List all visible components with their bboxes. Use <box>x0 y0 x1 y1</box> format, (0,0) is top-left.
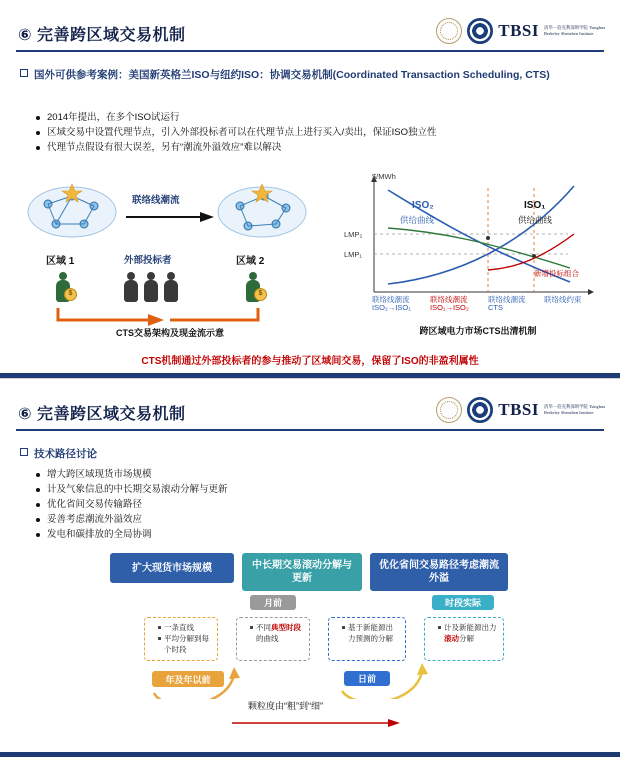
list-item: 2014年提出，在多个ISO试运行 <box>34 110 594 125</box>
university-seal-icon <box>436 18 462 44</box>
region1-label: 区域 1 <box>46 256 75 267</box>
right-figure-caption: 跨区域电力市场CTS出清机制 <box>419 326 537 336</box>
slide-footer-bar-2 <box>0 752 620 757</box>
region1-network-icon <box>26 182 118 240</box>
square-bullet-icon <box>20 448 28 456</box>
timeline-item: 平均分解到每个时段 <box>158 633 212 655</box>
band-midterm-decomposition: 中长期交易滚动分解与更新 <box>242 553 362 591</box>
region2-label: 区域 2 <box>236 256 265 267</box>
coin-icon: $ <box>64 288 77 301</box>
band-interprovincial-path: 优化省间交易路径考虑潮流外溢 <box>370 553 508 591</box>
brand-name: TBSI <box>498 21 539 40</box>
new-bid-note: 新增投标组合 <box>534 269 579 278</box>
slide-2 <box>0 378 620 757</box>
bidder-figure <box>124 272 138 302</box>
brand-logo <box>436 18 606 44</box>
bidder-figure <box>144 272 158 302</box>
list-item: 区域交易中设置代理节点，引入外部投标者可以在代理节点上进行买入/卖出，保证ISO独立性 <box>34 125 594 140</box>
x-label-2: 联络线潮流ISO₁→ISO₂ <box>430 295 469 312</box>
lmp2-label: LMP₂ <box>344 230 363 239</box>
university-seal-icon <box>436 397 462 423</box>
brand-subtitle: 清华－伯克利深圳学院 Tsinghua Berkeley Shenzhen Institute <box>544 25 606 36</box>
timeline-tag-realtime: 时段实际 <box>432 595 494 610</box>
list-item: 增大跨区域现货市场规模 <box>34 467 594 482</box>
month-emphasis: 典型时段 <box>271 623 301 632</box>
band-spot-market: 扩大现货市场规模 <box>110 553 234 583</box>
lmp1-label: LMP₁ <box>344 250 362 259</box>
x-label-1: 联络线潮流ISO₂→ISO₁ <box>372 295 411 312</box>
red-conclusion-note: CTS机制通过外部投标者的参与推动了区域间交易，保留了ISO的非盈利属性 <box>141 356 479 367</box>
globe-seal-icon <box>467 397 493 423</box>
section-heading-1 <box>20 68 600 83</box>
timeline-tag-month: 月前 <box>250 595 296 610</box>
granularity-note: 颗粒度由“粗”到“细” <box>248 701 323 711</box>
list-item: 发电和碳排放的全局协调 <box>34 527 594 542</box>
brand-subtitle: 清华－伯克利深圳学院 Tsinghua Berkeley Shenzhen Institute <box>544 404 606 415</box>
cts-architecture-figure <box>20 176 320 336</box>
list-item: 优化省间交易传输路径 <box>34 497 594 512</box>
region2-network-icon <box>216 182 308 240</box>
page-title: ⑥ 完善跨区域交易机制 <box>18 27 186 44</box>
list-item: 代理节点假设有很大误差，另有“潮流外溢效应”难以解决 <box>34 140 594 155</box>
bullet-list-1 <box>34 110 594 155</box>
timeline-tag-dayahead: 日前 <box>344 671 390 686</box>
list-item: 计及气象信息的中长期交易滚动分解与更新 <box>34 482 594 497</box>
cts-clearing-chart <box>338 172 606 336</box>
timeline-item: 基于新能源出力预测的分解 <box>342 622 400 644</box>
title-divider-2 <box>16 429 604 431</box>
page-title-2: ⑥ 完善跨区域交易机制 <box>18 406 186 423</box>
iso1-curve-title: ISO₁ <box>524 200 546 211</box>
list-item: 妥善考虑潮流外溢效应 <box>34 512 594 527</box>
brand-name: TBSI <box>498 400 539 419</box>
iso2-curve-subtitle: 供给曲线 <box>400 215 435 225</box>
globe-seal-icon <box>467 18 493 44</box>
tie-line-flow-label: 联络线潮流 <box>132 195 180 206</box>
section-heading-1-text: 国外可供参考案例：美国新英格兰ISO与纽约ISO：协调交易机制(Coordinated Transaction Scheduling, CTS) <box>34 69 550 81</box>
slide-1 <box>0 0 620 378</box>
realtime-emphasis: 滚动 <box>444 634 459 643</box>
iso1-curve-subtitle: 供给曲线 <box>518 215 553 225</box>
brand-logo-2 <box>436 397 606 423</box>
timeline-item: 计及新能源出力滚动分解 <box>438 622 498 644</box>
external-bidder-label: 外部投标者 <box>124 255 172 266</box>
bullet-list-2 <box>34 467 594 542</box>
granularity-arrow-icon <box>232 717 402 729</box>
x-label-3: 联络线潮流CTS <box>488 295 526 312</box>
timeline-item: 不同典型时段的曲线 <box>250 622 304 644</box>
coin-icon: $ <box>254 288 267 301</box>
x-label-4: 联络线约束 <box>544 295 582 304</box>
timeline-item: 一条直线 <box>158 622 212 633</box>
cash-flow-arrows-icon <box>44 302 274 328</box>
timeline-tag-year: 年及年以前 <box>152 671 224 687</box>
section-heading-2 <box>20 447 97 462</box>
y-axis-label: $/MWh <box>372 172 396 181</box>
timeline-connector-arrows-icon <box>130 609 510 699</box>
iso2-curve-title: ISO₂ <box>412 200 434 211</box>
square-bullet-icon <box>20 69 28 77</box>
bidder-figure <box>164 272 178 302</box>
left-figure-caption: CTS交易架构及现金流示意 <box>115 328 224 338</box>
tie-line-arrow-icon <box>124 210 216 224</box>
title-divider <box>16 50 604 52</box>
section-heading-2-text: 技术路径讨论 <box>34 448 97 460</box>
